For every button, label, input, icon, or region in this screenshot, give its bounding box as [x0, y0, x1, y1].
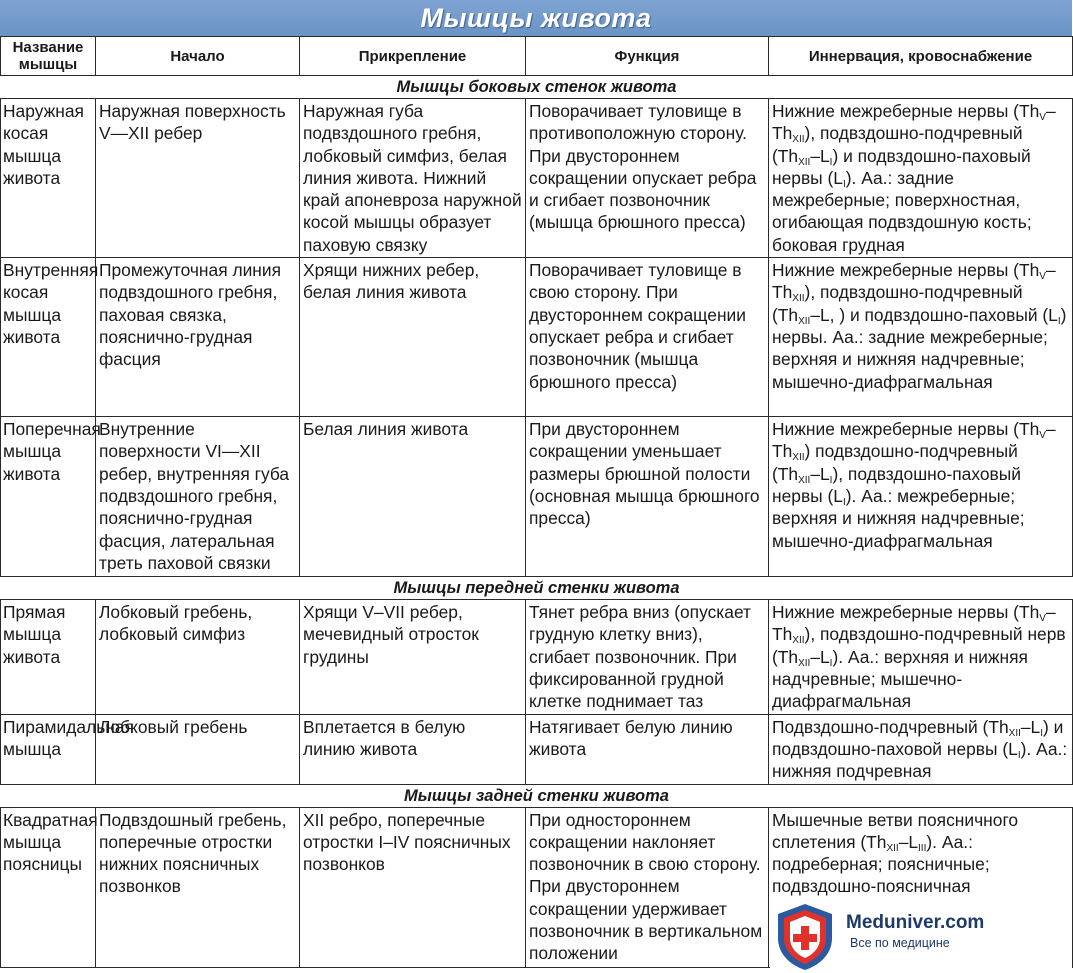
table-row	[1, 714, 1073, 784]
muscles-table	[0, 36, 1073, 968]
header-insertion: Прикрепление	[300, 37, 526, 76]
table-row	[1, 417, 1073, 577]
table-header-row	[1, 37, 1073, 76]
muscle-insertion: Хрящи нижних ребер, белая линия живота	[300, 258, 526, 417]
logo-tagline: Все по медицине	[850, 936, 950, 950]
muscle-function: Поворачивает туловище в свою сторону. При двустороннем сокращении опускает ребра и сгибает позвоночник (мышца брюшного пресса)	[526, 258, 769, 417]
muscle-origin: Подвздошный гребень, поперечные отростки нижних поясничных позвонков	[96, 807, 300, 967]
header-origin: Начало	[96, 37, 300, 76]
muscle-function: Натягивает белую линию живота	[526, 714, 769, 784]
muscle-insertion: Белая линия живота	[300, 417, 526, 577]
muscle-innervation: Мышечные ветви поясничного сплетения $(Th_{XII}-L_{III})$. Аа.: подреберная; поясничные; подвздошно-поясничная	[769, 807, 1073, 967]
muscle-name: Квадратная мышца поясницы	[1, 807, 96, 967]
muscle-name: Внутренняя косая мышца живота	[1, 258, 96, 417]
muscle-function: При двустороннем сокращении уменьшает размеры брюшной полости (основная мышца брюшного пресса)	[526, 417, 769, 577]
muscle-origin: Промежуточная линия подвздошного гребня, паховая связка, пояснично-грудная фасция	[96, 258, 300, 417]
table-row	[1, 258, 1073, 417]
section-row-lateral	[1, 76, 1073, 99]
logo-name: Meduniver.com	[846, 912, 985, 933]
title-banner	[0, 0, 1072, 36]
muscle-function: Поворачивает туловище в противоположную сторону. При двустороннем сокращении опускает ребра и сгибает позвоночник (мышца брюшного пресса)	[526, 99, 769, 258]
muscle-origin: Лобковый гребень, лобковый симфиз	[96, 600, 300, 714]
site-logo[interactable]	[770, 900, 1072, 973]
section-title: Мышцы передней стенки живота	[1, 577, 1073, 600]
muscle-origin: Наружная поверхность V—XII ребер	[96, 99, 300, 258]
medical-shield-icon	[774, 902, 836, 972]
section-title: Мышцы боковых стенок живота	[1, 76, 1073, 99]
page-title: Мышцы живота	[420, 3, 652, 33]
header-name: Название мышцы	[1, 37, 96, 76]
muscle-insertion: Хрящи V–VII ребер, мечевидный отросток грудины	[300, 600, 526, 714]
table-row	[1, 600, 1073, 714]
muscle-origin: Лобковый гребень	[96, 714, 300, 784]
muscle-name: Прямая мышца живота	[1, 600, 96, 714]
muscle-innervation: Нижние межреберные нервы $(Th_V-Th_{XII})$, подвздошно-подчревный нерв $(Th_{XII}-L_I)$. Аа.: верхняя и нижняя надчревные; мышечно-диафрагмальная	[769, 600, 1073, 714]
section-title: Мышцы задней стенки живота	[1, 784, 1073, 807]
muscle-function: При одностороннем сокращении наклоняет позвоночник в свою сторону. При двустороннем сокращении удерживает позвоночник в вертикальном положении	[526, 807, 769, 967]
muscle-insertion: XII ребро, поперечные отростки I–IV поясничных позвонков	[300, 807, 526, 967]
header-innervation: Иннервация, кровоснабжение	[769, 37, 1073, 76]
muscle-name: Наружная косая мышца живота	[1, 99, 96, 258]
muscle-name: Поперечная мышца живота	[1, 417, 96, 577]
muscle-innervation: Нижние межреберные нервы $(Th_V-Th_{XII})$, подвздошно-подчревный $(Th_{XII}-L_I)$ и подвздошно-паховый нервы $(L_I)$. Аа.: задние межреберные; поверхностная, огибающая подвздошную кость; боковая грудная	[769, 99, 1073, 258]
muscle-insertion: Наружная губа подвздошного гребня, лобковый симфиз, белая линия живота. Нижний край апоневроза наружной косой мышцы образует паховую связку	[300, 99, 526, 258]
muscle-insertion: Вплетается в белую линию живота	[300, 714, 526, 784]
muscle-name: Пирамидальная мышца	[1, 714, 96, 784]
muscle-function: Тянет ребра вниз (опускает грудную клетку вниз), сгибает позвоночник. При фиксированной грудной клетке поднимает таз	[526, 600, 769, 714]
table-row	[1, 99, 1073, 258]
muscle-innervation: Нижние межреберные нервы $(Th_V-Th_{XII})$ подвздошно-подчревный $(Th_{XII}-L_I)$, подвздошно-паховый нервы $(L_I)$. Аа.: межреберные; верхняя и нижняя надчревные; мышечно-диафрагмальная	[769, 417, 1073, 577]
header-function: Функция	[526, 37, 769, 76]
section-row-anterior	[1, 577, 1073, 600]
section-row-posterior	[1, 784, 1073, 807]
muscle-innervation: Подвздошно-подчревный $(Th_{XII}-L_I)$ и подвздошно-паховой нервы $(L_I)$. Аа.: нижняя подчревная	[769, 714, 1073, 784]
muscle-innervation: Нижние межреберные нервы $(Th_V-Th_{XII})$, подвздошно-подчревный ($Th_{XII}-L$, ) и подвздошно-паховый $(L_I)$ нервы. Аа.: задние межреберные; верхняя и нижняя надчревные; мышечно-диафрагмальная	[769, 258, 1073, 417]
muscle-origin: Внутренние поверхности VI—XII ребер, внутренняя губа подвздошного гребня, пояснично-грудная фасция, латеральная треть паховой связки	[96, 417, 300, 577]
